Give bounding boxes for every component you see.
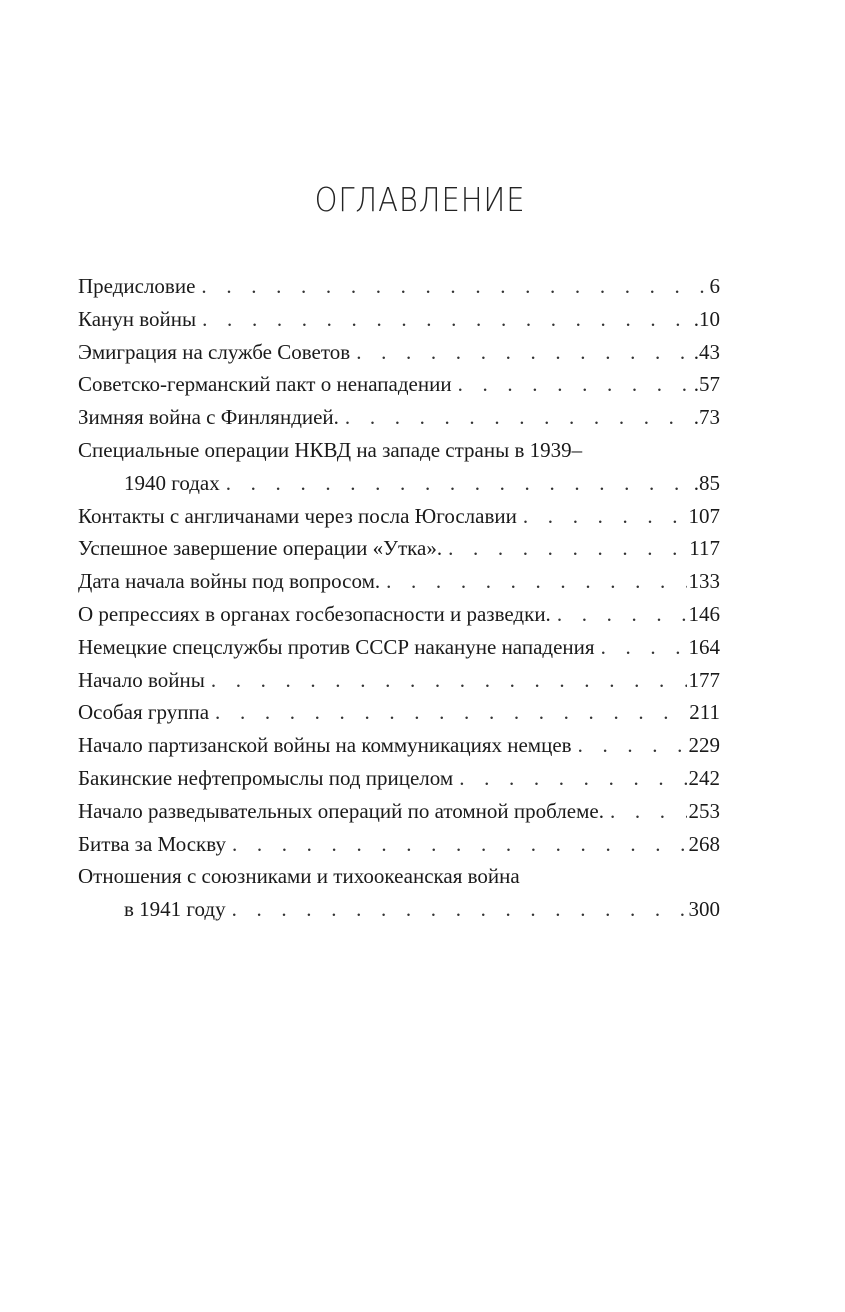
toc-entry-title: Советско-германский пакт о ненападении [78,372,452,397]
toc-entry[interactable] [78,303,720,336]
toc-entry-title: Успешное завершение операции «Утка». [78,536,443,561]
toc-entry[interactable] [78,828,720,861]
toc-entry-title: Предисловие [78,274,196,298]
toc-entry[interactable] [78,860,720,926]
dot-leader [226,893,687,926]
toc-entry-title: Начало разведывательных операций по атомной проблеме. [78,798,604,823]
toc-entry-page: 146 [688,601,720,626]
toc-entry[interactable] [78,500,720,533]
toc-entry[interactable] [78,336,720,369]
toc-entry-page: 164 [688,634,720,659]
toc-entry-title: Контакты с англичанами через посла Югославии [78,503,517,528]
toc-entry-title: Начало войны [78,667,205,692]
toc-entry-title: Начало партизанской войны на коммуникациях немцев [78,733,572,758]
toc-entry-page: 6 [709,274,720,298]
toc-heading: ОГЛАВЛЕНИЕ [314,180,526,219]
toc-entry[interactable] [78,795,720,828]
toc-entry-page: 177 [688,667,720,692]
dot-leader [205,664,687,697]
toc-entry-title: Битва за Москву [78,831,226,856]
dot-leader [572,729,687,762]
dot-leader [339,401,692,434]
dot-leader [453,762,686,795]
toc-entry-page: .73 [693,405,720,430]
toc-entry-page: .57 [693,372,720,397]
dot-leader [209,696,687,729]
toc-entry[interactable] [78,762,720,795]
dot-leader [380,565,686,598]
toc-entry-page: 242 [688,765,720,790]
toc-entry-title: Дата начала войны под вопросом. [78,569,381,594]
dot-leader [220,467,692,500]
toc-entry-page: 117 [689,536,720,561]
toc-entry-title: Зимняя война с Финляндией. [78,405,339,430]
toc-entry[interactable] [78,729,720,762]
dot-leader [226,828,687,861]
toc-entry-page: 133 [688,569,720,594]
dot-leader [604,795,687,828]
toc-entry-page: .43 [693,339,720,364]
dot-leader [350,336,692,369]
toc-entry-title-continued: в 1941 году [124,897,226,922]
toc-entry-page: 300 [688,897,720,922]
toc-entry-page: 253 [688,798,720,823]
toc-entry-title: Отношения с союзниками и тихоокеанская война [78,864,520,889]
toc-entry[interactable] [78,631,720,664]
toc-entry[interactable] [78,565,720,598]
dot-leader [517,500,687,533]
toc-entry-page: .85 [693,470,720,495]
toc-entry[interactable] [78,401,720,434]
dot-leader [595,631,687,664]
toc-entry-page: 211 [689,700,720,725]
toc-entry-page: .10 [693,306,720,331]
dot-leader [195,270,707,303]
toc-entry-title: Немецкие спецслужбы против СССР накануне нападения [78,634,595,659]
toc-entry[interactable] [78,434,720,500]
toc-entry[interactable] [78,664,720,697]
toc-entry-title: Особая группа [78,700,210,725]
toc-entry[interactable] [78,532,720,565]
toc-entry-title: О репрессиях в органах госбезопасности и разведки. [78,601,551,626]
toc-entry-page: 268 [688,831,720,856]
dot-leader [196,303,692,336]
dot-leader [442,532,687,565]
toc-entry-title: Канун войны [78,306,197,331]
dot-leader [551,598,687,631]
table-of-contents [78,270,720,926]
toc-entry[interactable] [78,368,720,401]
toc-entry[interactable] [78,598,720,631]
toc-entry-page: 107 [688,503,720,528]
toc-entry-title: Эмиграция на службе Советов [78,339,351,364]
toc-entry-page: 229 [688,733,720,758]
toc-entry[interactable] [78,270,720,303]
toc-entry[interactable] [78,696,720,729]
toc-entry-title: Специальные операции НКВД на западе страны в 1939– [78,437,583,462]
dot-leader [452,368,692,401]
toc-entry-title: Бакинские нефтепромыслы под прицелом [78,765,454,790]
toc-entry-title-continued: 1940 годах [124,470,220,495]
